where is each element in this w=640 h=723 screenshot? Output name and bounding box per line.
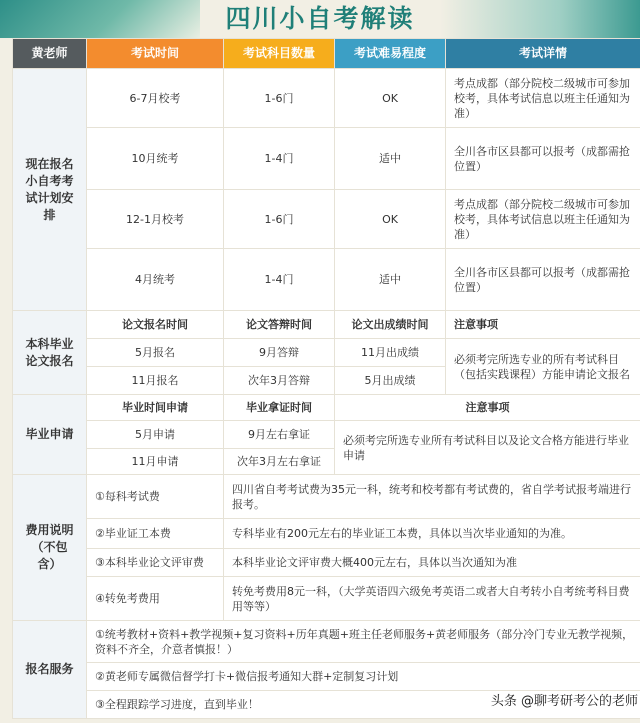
exam-time: 12-1月校考 (87, 190, 224, 249)
exam-detail: 全川各市区县都可以报考（成都需抢位置） (446, 128, 640, 190)
section-graduation: 毕业申请 (13, 395, 87, 475)
fee-item: ③本科毕业论文评审费 (87, 549, 224, 577)
thesis-subheader-defense: 论文答辩时间 (224, 311, 335, 339)
exam-difficulty: OK (335, 190, 446, 249)
section-fees: 费用说明（不包含） (13, 475, 87, 621)
exam-detail: 考点成都（部分院校二级城市可参加校考，具体考试信息以班主任通知为准） (446, 190, 640, 249)
fee-desc: 本科毕业论文评审费大概400元左右，具体以当次通知为准 (224, 549, 640, 577)
table-row (13, 663, 640, 691)
thesis-subheader-note: 注意事项 (446, 311, 640, 339)
exam-count: 1-6门 (224, 190, 335, 249)
graduation-subheader-note: 注意事项 (335, 395, 640, 421)
fee-desc: 转免考费用8元一科，（大学英语四六级免考英语二或者大自考转小自考统考科目费用等等） (224, 577, 640, 621)
table-row (13, 69, 640, 128)
exam-detail: 全川各市区县都可以报考（成都需抢位置） (446, 249, 640, 311)
thesis-subheader-apply: 论文报名时间 (87, 311, 224, 339)
graduation-subheader-cert: 毕业拿证时间 (224, 395, 335, 421)
thesis-result: 5月出成绩 (335, 367, 446, 395)
service-item: ②黄老师专属微信督学打卡+微信报考通知大群+定制复习计划 (87, 663, 640, 691)
table-row (13, 475, 640, 519)
thesis-defense: 9月答辩 (224, 339, 335, 367)
fee-desc: 专科毕业有200元左右的毕业证工本费，具体以当次毕业通知的为准。 (224, 519, 640, 549)
header-exam-detail: 考试详情 (446, 39, 640, 69)
table-row (13, 311, 640, 339)
info-table (12, 38, 640, 719)
thesis-subheader-result: 论文出成绩时间 (335, 311, 446, 339)
header-exam-time: 考试时间 (87, 39, 224, 69)
exam-difficulty: OK (335, 69, 446, 128)
header-difficulty: 考试难易程度 (335, 39, 446, 69)
section-thesis: 本科毕业论文报名 (13, 311, 87, 395)
exam-time: 4月统考 (87, 249, 224, 311)
exam-count: 1-6门 (224, 69, 335, 128)
graduation-note: 必须考完所选专业所有考试科目以及论文合格方能进行毕业申请 (335, 421, 640, 475)
banner-right-decoration (440, 0, 640, 38)
graduation-apply: 11月申请 (87, 449, 224, 475)
table-row (13, 549, 640, 577)
fee-item: ②毕业证工本费 (87, 519, 224, 549)
thesis-result: 11月出成绩 (335, 339, 446, 367)
exam-detail: 考点成都（部分院校二级城市可参加校考，具体考试信息以班主任通知为准） (446, 69, 640, 128)
table-row (13, 249, 640, 311)
exam-count: 1-4门 (224, 128, 335, 190)
table-row (13, 519, 640, 549)
fee-item: ①每科考试费 (87, 475, 224, 519)
section-exam-plan: 现在报名小自考考试计划安排 (13, 69, 87, 311)
exam-time: 6-7月校考 (87, 69, 224, 128)
thesis-apply: 5月报名 (87, 339, 224, 367)
exam-difficulty: 适中 (335, 249, 446, 311)
graduation-cert: 次年3月左右拿证 (224, 449, 335, 475)
thesis-note: 必须考完所选专业的所有考试科目（包括实践课程）方能申请论文报名 (446, 339, 640, 395)
graduation-subheader-apply: 毕业时间申请 (87, 395, 224, 421)
section-services: 报名服务 (13, 621, 87, 719)
service-item: ③全程跟踪学习进度，直到毕业！ (87, 691, 640, 719)
table-header-row (13, 39, 640, 69)
table-row (13, 339, 640, 367)
header-teacher: 黄老师 (13, 39, 87, 69)
graduation-cert: 9月左右拿证 (224, 421, 335, 449)
fee-item: ④转免考费用 (87, 577, 224, 621)
table-row (13, 395, 640, 421)
table-row (13, 190, 640, 249)
fee-desc: 四川省自考考试费为35元一科，统考和校考都有考试费的，省自学考试报考端进行报考。 (224, 475, 640, 519)
thesis-apply: 11月报名 (87, 367, 224, 395)
exam-difficulty: 适中 (335, 128, 446, 190)
page-title: 四川小自考解读 (225, 4, 415, 33)
exam-count: 1-4门 (224, 249, 335, 311)
table-row (13, 421, 640, 449)
service-item: ①统考教材+资料+教学视频+复习资料+历年真题+班主任老师服务+黄老师服务（部分冷门专业无教学视频，资料不齐全，介意者慎报！） (87, 621, 640, 663)
banner-left-decoration (0, 0, 200, 38)
thesis-defense: 次年3月答辩 (224, 367, 335, 395)
table-row (13, 128, 640, 190)
header-subject-count: 考试科目数量 (224, 39, 335, 69)
watermark-text: 头条 @聊考研考公的老师 (490, 694, 638, 709)
graduation-apply: 5月申请 (87, 421, 224, 449)
table-row (13, 577, 640, 621)
exam-time: 10月统考 (87, 128, 224, 190)
table-row (13, 621, 640, 663)
